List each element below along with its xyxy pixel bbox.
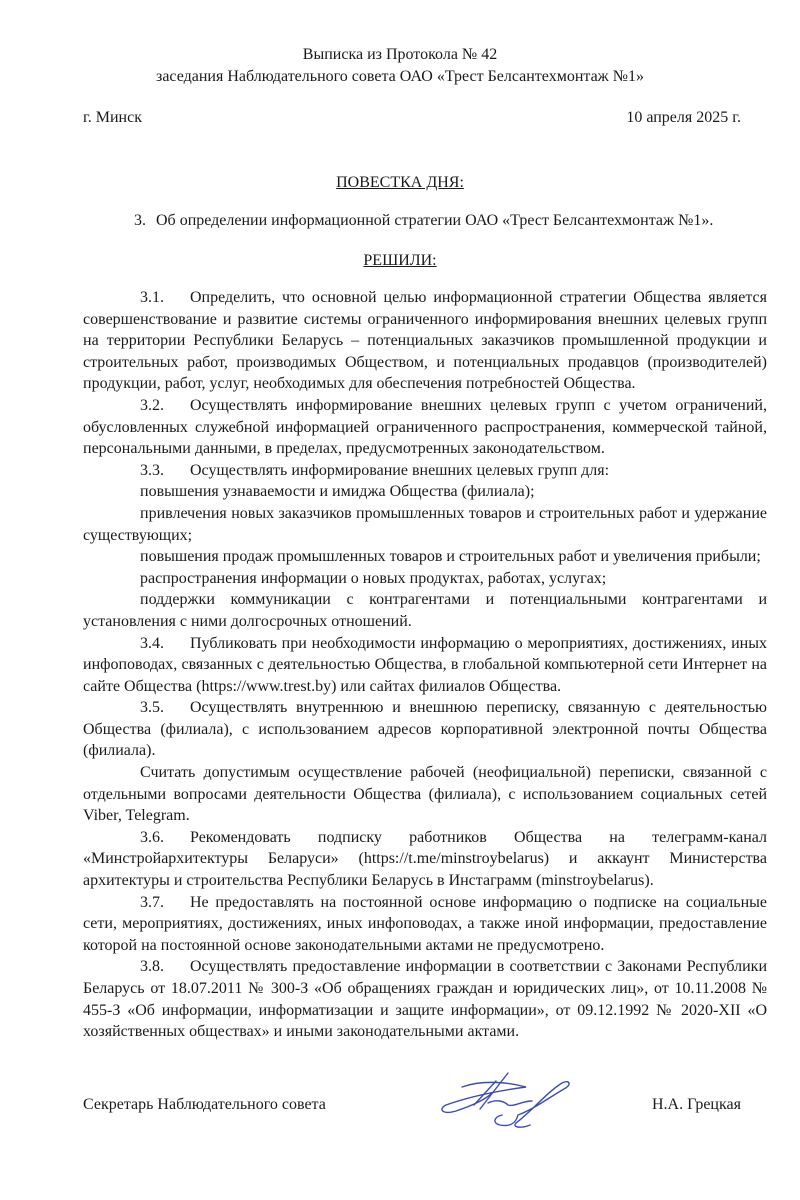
decision-item-text: Осуществлять предоставление информации в соответствии с Законами Республики Беларусь от 18.07.2011 № 300-З «Об обращениях граждан и юридических лиц», от 10.11.2008 № 455-З «Об информации, информатизации и защите информации», от 09.12.1992 № 2020-XII «О хозяйственных обществах» и иными законодательными актами. <box>83 958 767 1041</box>
decision-item-text: поддержки коммуникации с контрагентами и потенциальными контрагентами и установления с ними долгосрочных отношений. <box>83 591 767 630</box>
decision-item-text: Осуществлять информирование внешних целевых групп для: <box>190 461 610 479</box>
signature-icon <box>434 1065 584 1145</box>
decision-item-number: 3.3. <box>140 461 164 479</box>
decision-body <box>83 287 767 1043</box>
decision-subitem <box>83 481 767 503</box>
decision-item-number: 3.1. <box>140 289 164 306</box>
decided-heading: РЕШИЛИ: <box>363 252 437 269</box>
decision-item-text: повышения узнаваемости и имиджа Общества (филиала); <box>140 483 535 501</box>
decision-item-text: привлечения новых заказчиков промышленных товаров и строительных работ и удержание существующих; <box>83 504 767 544</box>
decision-subitem <box>83 503 767 546</box>
decision-item <box>83 460 767 482</box>
signatory-name: Н.А. Грецкая <box>651 1095 741 1113</box>
decision-item-number: 3.5. <box>140 699 164 717</box>
decision-item-text: распространения информации о новых продуктах, работах, услугах; <box>140 569 607 587</box>
decision-item-text: Рекомендовать подписку работников Общества на телеграмм-канал «Минстройархитектуры Беларуси» (https://t.me/minstroybelarus) и аккаунт Министерства архитектуры и строительства Республики Беларусь в Инстаграмм (minstroybelarus). <box>83 828 767 890</box>
agenda-item-text: Об определении информационной стратегии ОАО «Трест Белсантехмонтаж №1». <box>156 212 714 229</box>
document-title-line-2: заседания Наблюдательного совета ОАО «Трест Белсантехмонтаж №1» <box>156 68 644 85</box>
agenda-item-number: 3. <box>134 212 146 229</box>
city: г. Минск <box>83 109 142 126</box>
document-date: 10 апреля 2025 г. <box>626 109 741 126</box>
decision-item-text: повышения продаж промышленных товаров и строительных работ и увеличения прибыли; <box>140 548 761 566</box>
decision-item <box>83 892 767 957</box>
decision-item <box>83 395 767 460</box>
decision-item-number: 3.8. <box>140 958 164 976</box>
agenda-item <box>134 210 767 232</box>
decision-subitem <box>83 568 767 590</box>
decision-item-number: 3.6. <box>140 828 164 846</box>
decision-item-text: Считать допустимым осуществление рабочей (неофициальной) переписки, связанной с отдельными вопросами деятельности Общества (филиала), с использованием социальных сетей Viber, Telegram. <box>83 764 767 825</box>
city-date-row <box>83 107 767 129</box>
document-title-line-1: Выписка из Протокола № 42 <box>302 46 498 63</box>
decision-item-text: Не предоставлять на постоянной основе информацию о подписке на социальные сети, мероприятиях, достижениях, иных инфоповодах, а также иной информации, предоставление которой на постоянной основе законодательными актами не предусмотрено. <box>83 893 767 954</box>
decision-item-text: Осуществлять информирование внешних целевых групп с учетом ограничений, обусловленных служебной информацией ограниченного распространения, коммерческой тайной, персональными данными, в пределах, предусмотренных законодательством. <box>83 396 767 458</box>
decision-item <box>83 697 767 762</box>
decision-subitem <box>83 546 767 568</box>
decision-subitem <box>83 589 767 632</box>
agenda-heading: ПОВЕСТКА ДНЯ: <box>336 174 464 191</box>
decision-subitem <box>83 762 767 827</box>
decision-item-number: 3.7. <box>140 893 164 911</box>
decision-item-text: Осуществлять внутреннюю и внешнюю переписку, связанную с деятельностью Общества (филиала), с использованием адресов корпоративной электронной почты Общества (филиала). <box>83 699 767 760</box>
decision-item <box>83 287 767 395</box>
signatory-position: Секретарь Наблюдательного совета <box>83 1095 326 1113</box>
signature-row <box>83 1065 767 1145</box>
decision-item-number: 3.4. <box>140 634 164 652</box>
decision-item-number: 3.2. <box>140 396 164 414</box>
decision-item-text: Определить, что основной целью информационной стратегии Общества является совершенствование и развитие системы ограниченного информирования внешних целевых групп на территории Республики Беларусь – потенциальных заказчиков промышленной продукции и строительных работ, производимых Обществом, и потенциальных продавцов (производителей) продукции, работ, услуг, необходимых для обеспечения потребностей Общества. <box>83 289 767 393</box>
decision-item <box>83 633 767 698</box>
decision-item <box>83 956 767 1042</box>
decision-item <box>83 827 767 892</box>
decision-item-text: Публиковать при необходимости информацию о мероприятиях, достижениях, иных инфоповодах, связанных с деятельностью Общества, в глобальной компьютерной сети Интернет на сайте Общества (https://www.trest.by) или сайтах филиалов Общества. <box>83 634 767 695</box>
